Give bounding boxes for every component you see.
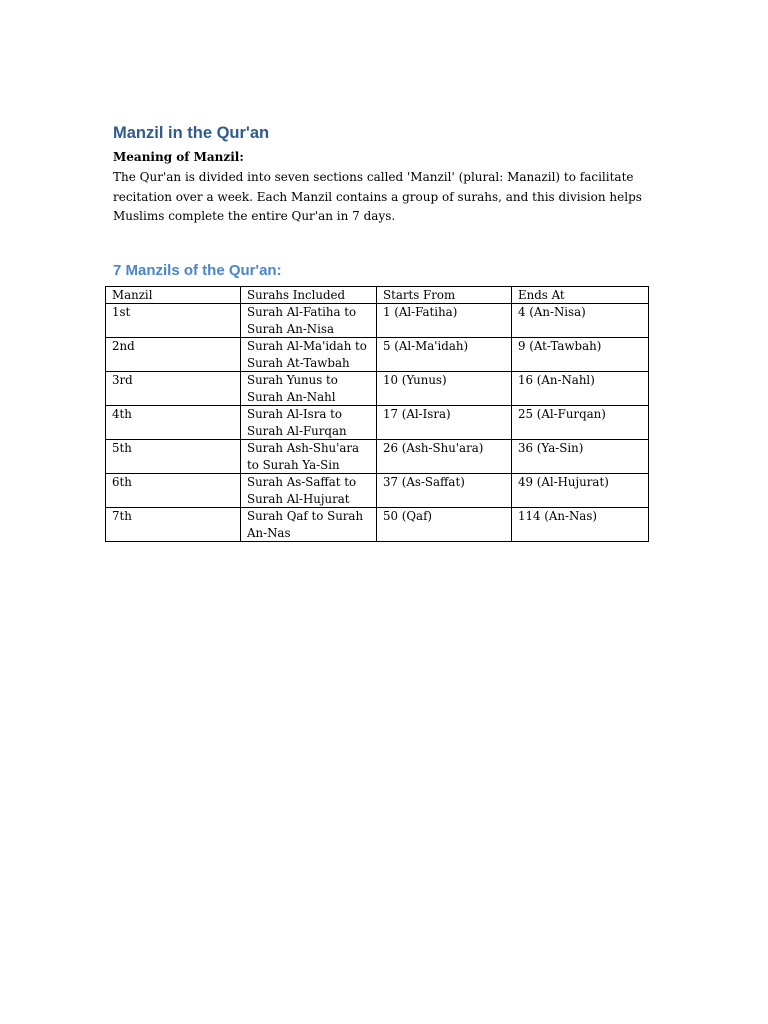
cell-starts: 5 (Al-Ma'idah)	[377, 338, 512, 372]
table-row	[106, 304, 649, 338]
table-header-row	[106, 287, 649, 304]
meaning-paragraph	[113, 168, 642, 227]
cell-surahs: Surah Al-Ma'idah to Surah At-Tawbah	[241, 338, 377, 372]
table-row	[106, 440, 649, 474]
cell-ends: 25 (Al-Furqan)	[512, 406, 649, 440]
table-heading: 7 Manzils of the Qur'an:	[113, 262, 282, 279]
column-header-surahs: Surahs Included	[241, 287, 377, 304]
cell-ends: 36 (Ya-Sin)	[512, 440, 649, 474]
cell-surahs: Surah Al-Isra to Surah Al-Furqan	[241, 406, 377, 440]
cell-manzil: 7th	[106, 508, 241, 542]
cell-starts: 10 (Yunus)	[377, 372, 512, 406]
table-row	[106, 372, 649, 406]
meaning-label: Meaning of Manzil:	[113, 150, 244, 164]
cell-surahs: Surah Al-Fatiha to Surah An-Nisa	[241, 304, 377, 338]
cell-surahs: Surah Qaf to Surah An-Nas	[241, 508, 377, 542]
cell-ends: 4 (An-Nisa)	[512, 304, 649, 338]
column-header-ends: Ends At	[512, 287, 649, 304]
cell-manzil: 6th	[106, 474, 241, 508]
cell-ends: 114 (An-Nas)	[512, 508, 649, 542]
table-row	[106, 406, 649, 440]
table-row	[106, 474, 649, 508]
cell-surahs: Surah Ash-Shu'ara to Surah Ya-Sin	[241, 440, 377, 474]
cell-starts: 26 (Ash-Shu'ara)	[377, 440, 512, 474]
cell-surahs: Surah Yunus to Surah An-Nahl	[241, 372, 377, 406]
paragraph-line: recitation over a week. Each Manzil contains a group of surahs, and this division helps	[113, 189, 642, 204]
table-row	[106, 338, 649, 372]
cell-starts: 37 (As-Saffat)	[377, 474, 512, 508]
cell-ends: 9 (At-Tawbah)	[512, 338, 649, 372]
cell-surahs: Surah As-Saffat to Surah Al-Hujurat	[241, 474, 377, 508]
paragraph-line: The Qur'an is divided into seven sections called 'Manzil' (plural: Manazil) to facilitate	[113, 170, 634, 184]
cell-starts: 1 (Al-Fatiha)	[377, 304, 512, 338]
column-header-manzil: Manzil	[106, 287, 241, 304]
cell-starts: 17 (Al-Isra)	[377, 406, 512, 440]
blank-page-area	[0, 560, 768, 1024]
cell-ends: 16 (An-Nahl)	[512, 372, 649, 406]
cell-starts: 50 (Qaf)	[377, 508, 512, 542]
table-row	[106, 508, 649, 542]
document-title: Manzil in the Qur'an	[113, 124, 270, 142]
cell-manzil: 1st	[106, 304, 241, 338]
cell-manzil: 5th	[106, 440, 241, 474]
paragraph-line: Muslims complete the entire Qur'an in 7 days.	[113, 209, 396, 223]
column-header-starts: Starts From	[377, 287, 512, 304]
manzil-table	[105, 286, 649, 542]
cell-manzil: 2nd	[106, 338, 241, 372]
cell-ends: 49 (Al-Hujurat)	[512, 474, 649, 508]
cell-manzil: 3rd	[106, 372, 241, 406]
cell-manzil: 4th	[106, 406, 241, 440]
